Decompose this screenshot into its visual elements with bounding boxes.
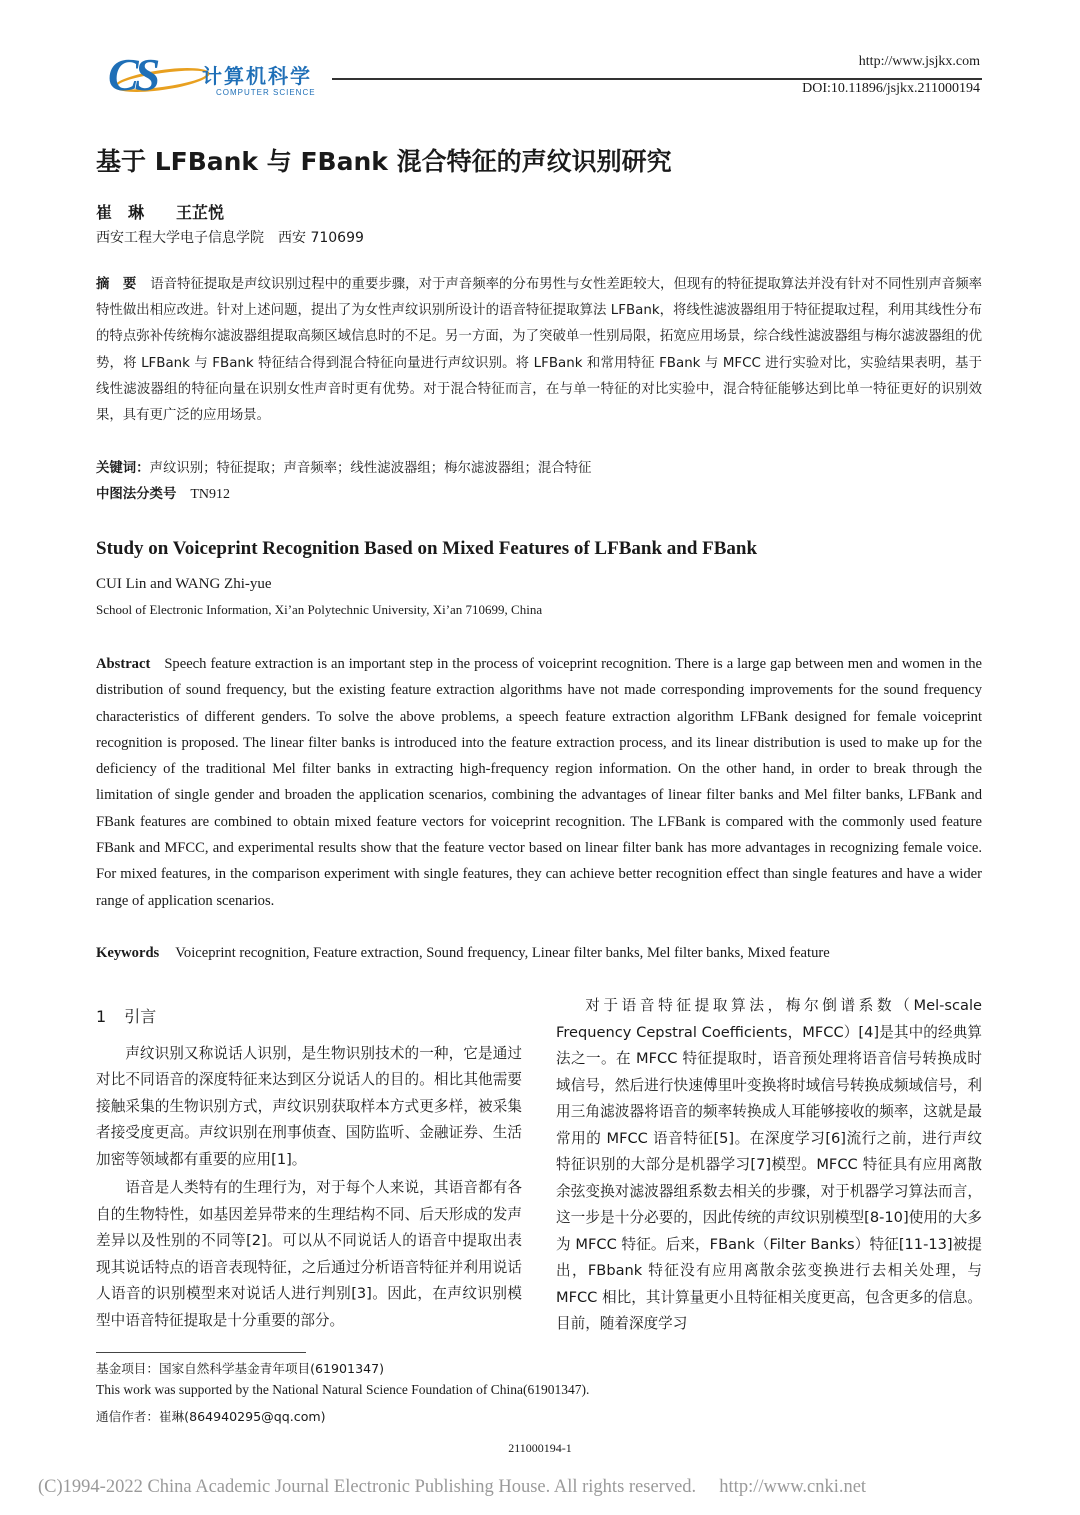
abstract-en-text: Speech feature extraction is an important step in the process of voiceprint recognition. There is a large gap between men and women in the distribution of sound frequency, but the existing feature extraction algorithms have not made corresponding improvements for the sound frequency characteristics of different genders. To solve the above problems, a speech feature extraction algorithm LFBank designed for female voiceprint recognition is proposed. The linear filter banks is introduced into the feature extraction process, and its linear distribution is used to make up for the deficiency of the traditional Mel filter banks in extracting high-frequency region information. On the other hand, in order to break through the limitation of single gender and broaden the application scenarios, combining the advantages of linear filter banks and Mel filter banks, LFBank and FBank features are combined to obtain mixed feature vectors for voiceprint recognition. The LFBank is compared with the commonly used feature FBank and MFCC, and experimental results show that the feature vector based on linear filter bank has more advantages in recognizing female voice. For mixed features, in the comparison experiment with single features, they can achieve better recognition effect than single features and have a wider range of application scenarios. [96,656,982,909]
header-divider [332,78,982,80]
abstract-cn-text: 语音特征提取是声纹识别过程中的重要步骤，对于声音频率的分布男性与女性差距较大，但现有的特征提取算法并没有针对不同性别声音频率特性做出相应改进。针对上述问题，提出了为女性声纹识别所设计的语音特征提取算法 LFBank，将线性滤波器组用于特征提取过程，利用其线性分布的特点弥补传统梅尔滤波器组提取高频区域信息时的不足。另一方面，为了突破单一性别局限，拓宽应用场景，综合线性滤波器组与梅尔滤波器组的优势，将 LFBank 与 FBank 特征结合得到混合特征向量进行声纹识别。将 LFBank 和常用特征 FBank 与 MFCC 进行实验对比，实验结果表明，基于线性滤波器组的特征向量在识别女性声音时更有优势。对于混合特征而言，在与单一特征的对比实验中，混合特征能够达到比单一特征更好的识别效果，具有更广泛的应用场景。 [96,277,982,424]
body-paragraph: 声纹识别又称说话人识别，是生物识别技术的一种，它是通过对比不同语音的深度特征来达到区分说话人的目的。相比其他需要接触采集的生物识别方式，声纹识别获取样本方式更多样，被采集者接受度更高。声纹识别在刑事侦查、国防监听、金融证券、生活加密等领域都有重要的应用[1]。 [96,1044,522,1168]
section-heading [96,1004,522,1031]
keywords-en [96,940,982,966]
section-number: 1 [96,1007,107,1026]
affiliation-cn: 西安工程大学电子信息学院 西安 710699 [96,230,364,246]
authors-cn: 崔 琳 王芷悦 [96,203,225,222]
body-column-left [96,1004,522,1336]
doi: DOI:10.11896/jsjkx.211000194 [802,81,980,96]
keywords-cn-text: 声纹识别；特征提取；声音频率；线性滤波器组；梅尔滤波器组；混合特征 [149,461,592,476]
keywords-cn [96,456,982,482]
authors-en: CUI Lin and WANG Zhi-yue [96,576,272,592]
corresponding-author: 通信作者：崔琳(864940295@qq.com) [96,1409,326,1424]
logo-letters: CS [108,49,157,100]
copyright-watermark: (C)1994-2022 China Academic Journal Electronic Publishing House. All rights reserved. http://www.cnki.net [38,1477,867,1497]
affiliation-en: School of Electronic Information, Xi’an Polytechnic University, Xi’an 710699, China [96,602,543,617]
journal-url[interactable]: http://www.jsjkx.com [858,54,980,69]
footnote-divider [96,1352,306,1353]
paper-title-en: Study on Voiceprint Recognition Based on Mixed Features of LFBank and FBank [96,538,758,559]
section-title: 引言 [124,1007,157,1026]
journal-logo [108,48,328,104]
keywords-en-label: Keywords [96,945,160,961]
paper-title-cn: 基于 LFBank 与 FBank 混合特征的声纹识别研究 [96,147,672,176]
body-paragraph: 对于语音特征提取算法，梅尔倒谱系数（Mel-scale Frequency Cepstral Coefficients，MFCC）[4]是其中的经典算法之一。在 MFCC 特征提取时，语音预处理将语音信号转换成时域信号，然后进行快速傅里叶变换将时域信号转换成频域信号，利用三角滤波器将语音的频率转换成人耳能够接收的频率，这就是最常用的 MFCC 语音特征[5]。在深度学习[6]流行之前，进行声纹特征识别的大部分是机器学习[7]模型。MFCC 特征具有应用离散余弦变换对滤波器组系数去相关的步骤，对于机器学习算法而言，这一步是十分必要的，因此传统的声纹识别模型[8-10]使用的大多为 MFCC 特征。后来，FBank（Filter Banks）特征[11-13]被提出，FBbank 特征没有应用离散余弦变换进行去相关处理，与 MFCC 相比，其计算量更小且特征相关度更高，包含更多的信息。目前，随着深度学习 [556,997,982,1332]
abstract-cn-label: 摘 要 [96,277,137,292]
keywords-en-text: Voiceprint recognition, Feature extraction, Sound frequency, Linear filter banks, Mel filter banks, Mixed feature [175,945,830,961]
funding-note-cn: 基金项目：国家自然科学基金青年项目(61901347) [96,1361,385,1376]
logo-cn-name: 计算机科学 [202,64,312,88]
keywords-cn-label: 关键词： [96,461,150,476]
abstract-en-label: Abstract [96,656,151,672]
body-column-right [556,993,982,1340]
abstract-en [96,651,982,914]
page-number: 211000194-1 [508,1441,572,1455]
abstract-cn [96,272,982,429]
logo-en-name: COMPUTER SCIENCE [216,88,316,97]
classification-cn [96,482,982,508]
body-paragraph: 语音是人类特有的生理行为，对于每个人来说，其语音都有各自的生物特性，如基因差异带来的生理结构不同、后天形成的发声差异以及性别的不同等[2]。可以从不同说话人的语音中提取出表现其说话特点的语音表现特征，之后通过分析语音特征并利用说话人语音的识别模型来对说话人进行判别[3]。因此，在声纹识别模型中语音特征提取是十分重要的部分。 [96,1179,522,1329]
classification-value: TN912 [190,487,231,502]
classification-label: 中图法分类号 [96,487,177,502]
funding-note-en: This work was supported by the National Natural Science Foundation of China(61901347). [96,1382,590,1397]
